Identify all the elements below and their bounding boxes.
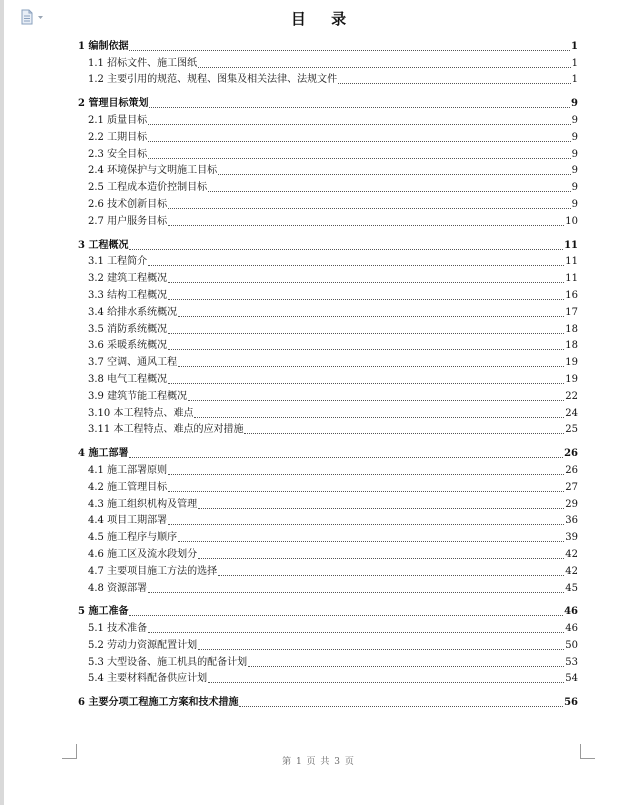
toc-entry-page-number: 50 xyxy=(565,639,578,651)
toc-section-entry[interactable] xyxy=(78,268,578,285)
toc-entry-page-number: 26 xyxy=(564,448,578,460)
toc-entry-label: 5 施工准备 xyxy=(78,606,129,618)
toc-entry-label: 5.1 技术准备 xyxy=(88,623,148,635)
toc-entry-label: 4.8 资源部署 xyxy=(88,582,148,594)
toc-section-entry[interactable] xyxy=(78,161,578,178)
toc-entry-label: 4.2 施工管理目标 xyxy=(88,481,168,493)
toc-entry-label: 2 管理目标策划 xyxy=(78,98,149,110)
toc-entry-label: 3.9 建筑节能工程概况 xyxy=(88,390,188,402)
toc-entry-page-number: 17 xyxy=(565,306,578,318)
toc-entry-page-number: 27 xyxy=(565,481,578,493)
toc-section-entry[interactable] xyxy=(78,352,578,369)
toc-entry-label: 3.7 空调、通风工程 xyxy=(88,357,178,369)
toc-entry-label: 3.4 给排水系统概况 xyxy=(88,306,178,318)
toc-section-entry[interactable] xyxy=(78,403,578,420)
toc-dot-leader xyxy=(208,682,564,683)
toc-dot-leader xyxy=(248,666,564,667)
toc-dot-leader xyxy=(178,541,564,542)
toc-dot-leader xyxy=(168,491,564,492)
toc-entry-page-number: 9 xyxy=(571,148,578,160)
page-footer: 第 1 页 共 3 页 xyxy=(282,757,355,767)
toc-entry-label: 2.1 质量目标 xyxy=(88,114,148,126)
toc-entry-page-number: 29 xyxy=(565,498,578,510)
toc-dot-leader xyxy=(178,316,564,317)
toc-entry-label: 3 工程概况 xyxy=(78,239,129,251)
toc-entry-page-number: 26 xyxy=(565,464,578,476)
toc-section-entry[interactable] xyxy=(78,302,578,319)
toc-entry-label: 5.3 大型设备、施工机具的配备计划 xyxy=(88,656,248,668)
toc-entry-label: 4.5 施工程序与顺序 xyxy=(88,532,178,544)
toc-entry-page-number: 1 xyxy=(571,74,578,86)
toc-chapter-entry[interactable] xyxy=(78,36,578,53)
toc-entry-label: 2.5 工程成本造价控制目标 xyxy=(88,182,208,194)
toc-entry-label: 3.8 电气工程概况 xyxy=(88,373,168,385)
toc-dot-leader xyxy=(168,383,564,384)
toc-entry-page-number: 46 xyxy=(565,623,578,635)
toc-entry-label: 2.7 用户服务目标 xyxy=(88,215,168,227)
toc-section-entry[interactable] xyxy=(78,477,578,494)
toc-entry-page-number: 56 xyxy=(564,697,578,709)
toc-entry-label: 3.1 工程简介 xyxy=(88,256,148,268)
toc-entry-label: 3.10 本工程特点、难点 xyxy=(88,407,194,419)
toc-section-entry[interactable] xyxy=(78,561,578,578)
toc-dot-leader xyxy=(168,474,564,475)
toc-entry-page-number: 1 xyxy=(571,57,578,69)
toc-entry-page-number: 42 xyxy=(565,565,578,577)
toc-entry-label: 5.4 主要材料配备供应计划 xyxy=(88,673,208,685)
toc-section-entry[interactable] xyxy=(78,319,578,336)
toc-entry-page-number: 18 xyxy=(565,323,578,335)
toc-entry-page-number: 9 xyxy=(571,114,578,126)
table-of-contents xyxy=(78,36,578,709)
toc-section-entry[interactable] xyxy=(78,53,578,70)
toc-entry-page-number: 1 xyxy=(571,40,578,52)
toc-entry-page-number: 9 xyxy=(571,198,578,210)
toc-dot-leader xyxy=(168,349,564,350)
toc-section-entry[interactable] xyxy=(78,420,578,437)
toc-section-entry[interactable] xyxy=(78,527,578,544)
toc-dot-leader xyxy=(198,67,571,68)
toc-section-entry[interactable] xyxy=(78,127,578,144)
toc-chapter-entry[interactable] xyxy=(78,93,578,110)
toc-entry-label: 3.3 结构工程概况 xyxy=(88,289,168,301)
page-title: 目 录 xyxy=(290,10,357,28)
toc-section-entry[interactable] xyxy=(78,211,578,228)
toc-entry-page-number: 9 xyxy=(571,165,578,177)
toc-dot-leader xyxy=(129,50,570,51)
toc-entry-page-number: 11 xyxy=(565,256,578,268)
toc-section-entry[interactable] xyxy=(78,386,578,403)
toc-section-entry[interactable] xyxy=(78,177,578,194)
toc-dot-leader xyxy=(168,299,564,300)
toc-dot-leader xyxy=(129,249,563,250)
toc-dot-leader xyxy=(208,191,571,192)
toc-dot-leader xyxy=(188,400,564,401)
toc-dot-leader xyxy=(168,208,571,209)
toc-dot-leader xyxy=(239,706,563,707)
toc-entry-label: 6 主要分项工程施工方案和技术措施 xyxy=(78,697,239,709)
toc-dot-leader xyxy=(338,83,571,84)
toc-section-entry[interactable] xyxy=(78,511,578,528)
toc-dot-leader xyxy=(198,558,564,559)
toc-entry-label: 4.1 施工部署原则 xyxy=(88,464,168,476)
toc-entry-label: 1.2 主要引用的规范、规程、图集及相关法律、法规文件 xyxy=(88,74,338,86)
toc-dot-leader xyxy=(148,265,564,266)
toc-section-entry[interactable] xyxy=(78,460,578,477)
toc-entry-label: 3.2 建筑工程概况 xyxy=(88,273,168,285)
toc-dot-leader xyxy=(168,282,564,283)
toc-dot-leader xyxy=(194,417,564,418)
toc-section-entry[interactable] xyxy=(78,544,578,561)
toc-dot-leader xyxy=(129,615,563,616)
toc-dot-leader xyxy=(148,124,571,125)
toc-entry-page-number: 53 xyxy=(565,656,578,668)
toc-dot-leader xyxy=(198,508,564,509)
toc-entry-label: 2.2 工期目标 xyxy=(88,131,148,143)
toc-entry-label: 4 施工部署 xyxy=(78,448,129,460)
toc-entry-page-number: 18 xyxy=(565,340,578,352)
toc-section-entry[interactable] xyxy=(78,194,578,211)
toc-section-entry[interactable] xyxy=(78,369,578,386)
toc-section-entry[interactable] xyxy=(78,336,578,353)
toc-dot-leader xyxy=(244,433,564,434)
toc-chapter-entry[interactable] xyxy=(78,692,578,709)
toc-entry-label: 5.2 劳动力资源配置计划 xyxy=(88,639,198,651)
toc-dot-leader xyxy=(148,632,564,633)
toc-entry-page-number: 39 xyxy=(565,532,578,544)
toc-entry-page-number: 24 xyxy=(565,407,578,419)
toc-entry-label: 4.4 项目工期部署 xyxy=(88,515,168,527)
toc-dot-leader xyxy=(168,524,564,525)
toc-entry-label: 2.6 技术创新目标 xyxy=(88,198,168,210)
toc-dot-leader xyxy=(149,107,570,108)
toc-chapter-entry[interactable] xyxy=(78,235,578,252)
toc-section-entry[interactable] xyxy=(78,285,578,302)
toc-section-entry[interactable] xyxy=(78,252,578,269)
toc-entry-page-number: 9 xyxy=(571,182,578,194)
toc-chapter-entry[interactable] xyxy=(78,443,578,460)
toc-section-entry[interactable] xyxy=(78,578,578,595)
toc-entry-label: 2.4 环境保护与文明施工目标 xyxy=(88,165,218,177)
toc-entry-label: 4.7 主要项目施工方法的选择 xyxy=(88,565,218,577)
toc-entry-label: 4.6 施工区及流水段划分 xyxy=(88,548,198,560)
toc-entry-label: 3.5 消防系统概况 xyxy=(88,323,168,335)
toc-section-entry[interactable] xyxy=(78,652,578,669)
toc-section-entry[interactable] xyxy=(78,70,578,87)
toc-dot-leader xyxy=(168,225,564,226)
toc-entry-page-number: 11 xyxy=(565,273,578,285)
toc-entry-page-number: 11 xyxy=(564,239,578,251)
toc-dot-leader xyxy=(218,575,564,576)
toc-dot-leader xyxy=(178,366,564,367)
toc-dot-leader xyxy=(168,333,564,334)
toc-entry-label: 3.6 采暖系统概况 xyxy=(88,340,168,352)
toc-entry-page-number: 19 xyxy=(565,373,578,385)
toc-entry-label: 3.11 本工程特点、难点的应对措施 xyxy=(88,424,244,436)
toc-entry-label: 1.1 招标文件、施工图纸 xyxy=(88,57,198,69)
toc-entry-page-number: 19 xyxy=(565,357,578,369)
toc-dot-leader xyxy=(148,158,571,159)
toc-entry-page-number: 45 xyxy=(565,582,578,594)
toc-entry-page-number: 16 xyxy=(565,289,578,301)
toc-section-entry[interactable] xyxy=(78,144,578,161)
toc-entry-label: 1 编制依据 xyxy=(78,40,129,52)
toc-section-entry[interactable] xyxy=(78,110,578,127)
toc-section-entry[interactable] xyxy=(78,669,578,686)
toc-entry-page-number: 10 xyxy=(565,215,578,227)
left-margin-bar xyxy=(0,0,4,805)
toc-entry-page-number: 36 xyxy=(565,515,578,527)
toc-entry-page-number: 46 xyxy=(564,606,578,618)
toc-entry-page-number: 9 xyxy=(571,98,578,110)
toc-entry-page-number: 54 xyxy=(565,673,578,685)
toc-section-entry[interactable] xyxy=(78,618,578,635)
toc-entry-page-number: 22 xyxy=(565,390,578,402)
toc-entry-page-number: 25 xyxy=(565,424,578,436)
toc-dot-leader xyxy=(148,141,571,142)
toc-entry-page-number: 9 xyxy=(571,131,578,143)
toc-dot-leader xyxy=(198,649,564,650)
toc-chapter-entry[interactable] xyxy=(78,602,578,619)
toc-entry-label: 4.3 施工组织机构及管理 xyxy=(88,498,198,510)
toc-dot-leader xyxy=(218,174,571,175)
toc-entry-page-number: 42 xyxy=(565,548,578,560)
toc-section-entry[interactable] xyxy=(78,635,578,652)
toc-entry-label: 2.3 安全目标 xyxy=(88,148,148,160)
toc-section-entry[interactable] xyxy=(78,494,578,511)
toc-dot-leader xyxy=(148,592,564,593)
toc-dot-leader xyxy=(129,457,563,458)
